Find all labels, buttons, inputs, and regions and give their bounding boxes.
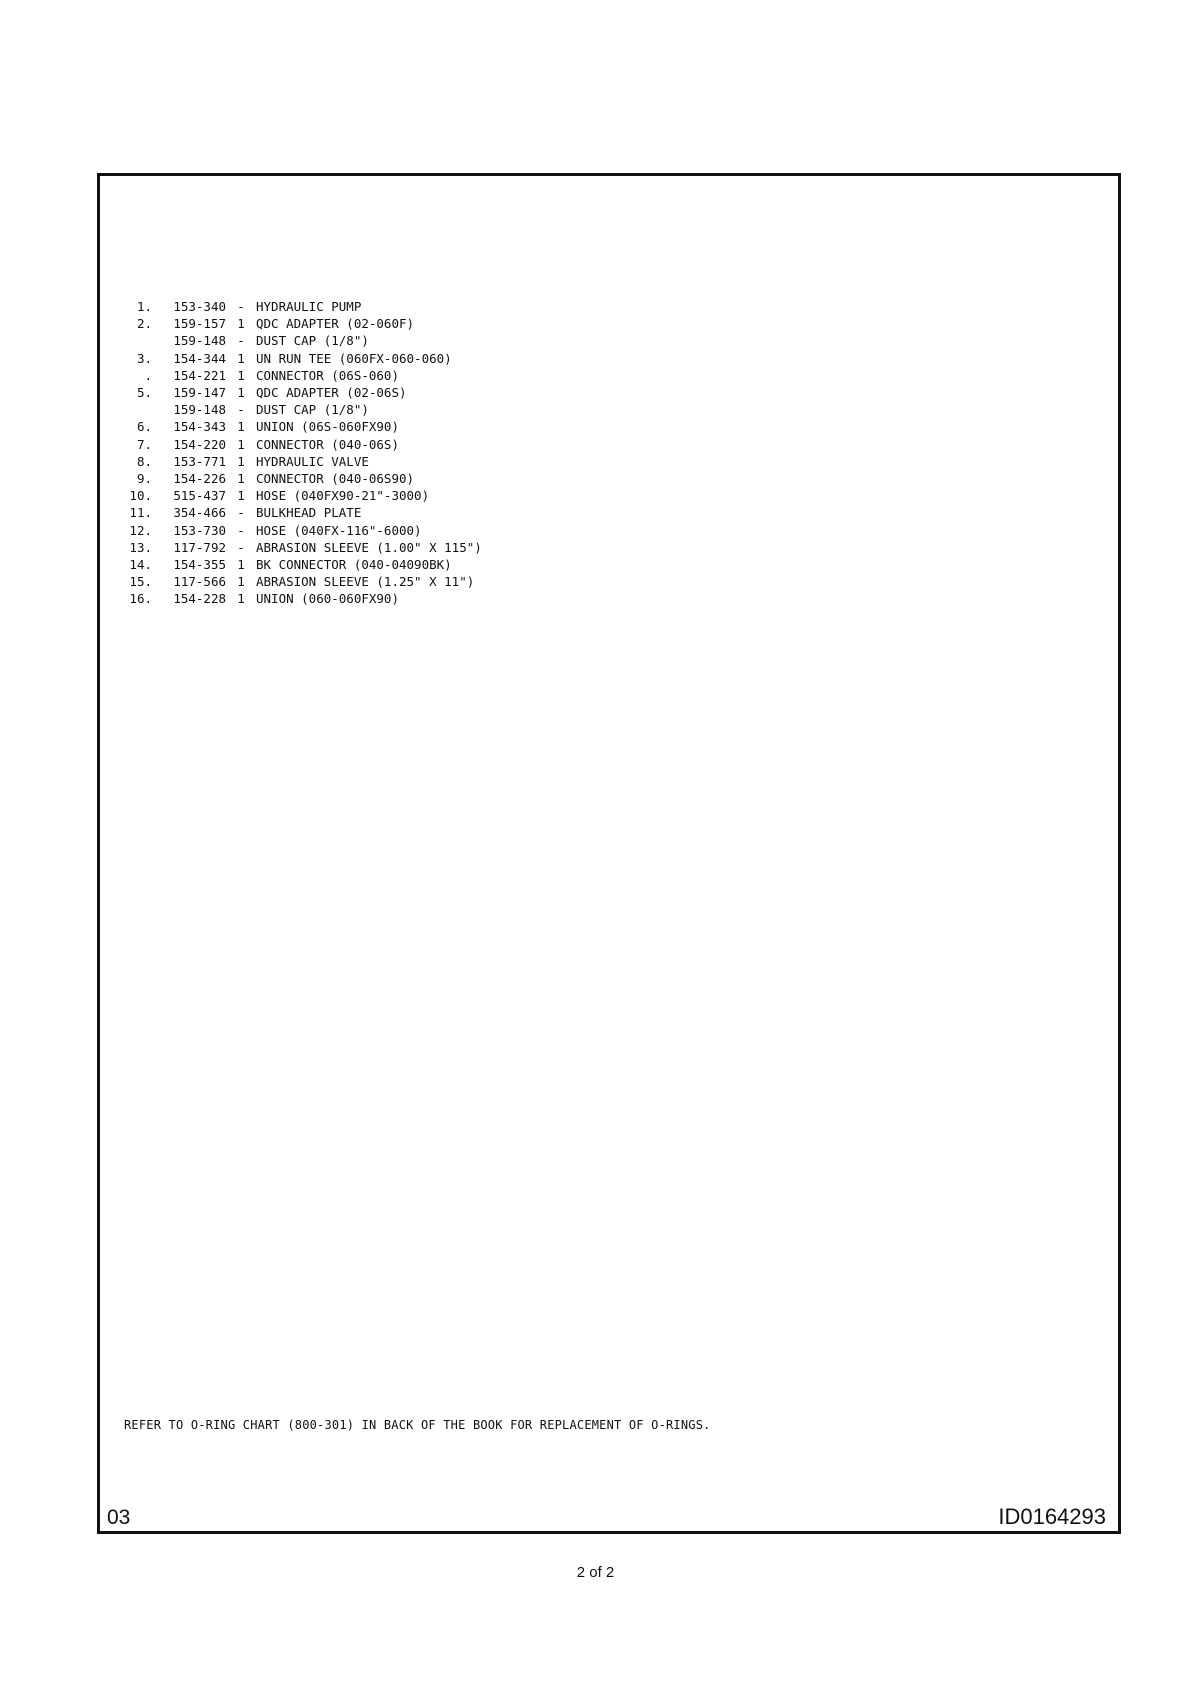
part-quantity: 1 <box>237 471 245 487</box>
part-item-number: . <box>144 367 152 383</box>
part-item-number: 13. <box>129 539 152 555</box>
part-quantity: - <box>237 522 245 538</box>
part-quantity: 1 <box>237 316 245 332</box>
part-number: 117-792 <box>173 539 226 555</box>
parts-list-row <box>122 384 482 401</box>
part-description: CONNECTOR (06S-060) <box>256 367 399 383</box>
part-item-number <box>122 401 152 418</box>
parts-list-row <box>122 470 482 487</box>
part-item-number: 10. <box>129 488 152 504</box>
part-number: 154-226 <box>173 471 226 487</box>
part-quantity: - <box>237 402 245 418</box>
parts-list-row <box>122 590 482 607</box>
part-quantity: 1 <box>237 453 245 469</box>
page-indicator: 2 of 2 <box>576 1564 615 1581</box>
part-description: ABRASION SLEEVE (1.00" X 115") <box>256 539 482 555</box>
part-quantity: - <box>237 299 245 314</box>
part-number: 154-228 <box>173 591 226 607</box>
part-description: BK CONNECTOR (040-04090BK) <box>256 557 452 573</box>
sheet-code: 03 <box>107 1506 131 1529</box>
part-description: DUST CAP (1/8") <box>256 402 369 418</box>
part-number: 154-221 <box>173 367 226 383</box>
part-number: 117-566 <box>173 574 226 590</box>
part-item-number: 14. <box>129 557 152 573</box>
parts-list-row <box>122 504 482 521</box>
part-description: DUST CAP (1/8") <box>256 333 369 349</box>
part-item-number: 12. <box>129 522 152 538</box>
parts-list-row <box>122 367 482 384</box>
parts-list-row <box>122 315 482 332</box>
part-number: 153-771 <box>173 453 226 469</box>
part-item-number: 15. <box>129 574 152 590</box>
part-quantity: 1 <box>237 385 245 401</box>
part-quantity: 1 <box>237 591 245 607</box>
part-number: 153-340 <box>173 299 226 314</box>
parts-list-row <box>122 350 482 367</box>
part-item-number: 1. <box>136 299 152 314</box>
part-description: CONNECTOR (040-06S90) <box>256 471 415 487</box>
part-item-number: 16. <box>129 591 152 607</box>
part-quantity: 1 <box>237 574 245 590</box>
part-quantity: - <box>237 333 245 349</box>
part-number: 154-343 <box>173 419 226 435</box>
part-quantity: 1 <box>237 557 245 573</box>
parts-list-row <box>122 522 482 539</box>
part-item-number: 2. <box>136 316 152 332</box>
drawing-frame <box>97 173 1121 1534</box>
parts-list-row <box>122 556 482 573</box>
part-description: CONNECTOR (040-06S) <box>256 436 399 452</box>
part-item-number: 7. <box>136 436 152 452</box>
part-description: QDC ADAPTER (02-060F) <box>256 316 415 332</box>
part-item-number <box>122 332 152 349</box>
part-description: HYDRAULIC VALVE <box>256 453 369 469</box>
parts-list-row <box>122 418 482 435</box>
part-number: 154-220 <box>173 436 226 452</box>
o-ring-note: REFER TO O-RING CHART (800-301) IN BACK OF THE BOOK FOR REPLACEMENT OF O-RINGS. <box>124 1418 711 1432</box>
part-number: 159-148 <box>173 402 226 418</box>
parts-list-row <box>122 401 482 418</box>
part-quantity: 1 <box>237 419 245 435</box>
parts-list-row <box>122 573 482 590</box>
parts-list-row <box>122 539 482 556</box>
part-number: 159-157 <box>173 316 226 332</box>
part-number: 515-437 <box>173 488 226 504</box>
part-quantity: - <box>237 505 245 521</box>
part-quantity: 1 <box>237 367 245 383</box>
parts-list-row <box>122 436 482 453</box>
part-number: 153-730 <box>173 522 226 538</box>
part-item-number: 5. <box>136 385 152 401</box>
part-number: 154-355 <box>173 557 226 573</box>
part-quantity: 1 <box>237 436 245 452</box>
parts-list-row <box>122 332 482 349</box>
parts-list-row <box>122 487 482 504</box>
part-number: 159-147 <box>173 385 226 401</box>
part-number: 354-466 <box>173 505 226 521</box>
parts-list-row <box>122 298 482 315</box>
part-description: BULKHEAD PLATE <box>256 505 362 521</box>
part-quantity: - <box>237 539 245 555</box>
part-description: HOSE (040FX90-21"-3000) <box>256 488 430 504</box>
part-description: UN RUN TEE (060FX-060-060) <box>256 350 452 366</box>
drawing-id: ID0164293 <box>998 1504 1106 1529</box>
part-number: 154-344 <box>173 350 226 366</box>
part-description: HYDRAULIC PUMP <box>256 299 362 314</box>
part-item-number: 11. <box>129 505 152 521</box>
part-number: 159-148 <box>173 333 226 349</box>
part-description: QDC ADAPTER (02-06S) <box>256 385 407 401</box>
parts-list-row <box>122 453 482 470</box>
part-description: UNION (06S-060FX90) <box>256 419 399 435</box>
part-description: ABRASION SLEEVE (1.25" X 11") <box>256 574 475 590</box>
part-item-number: 6. <box>136 419 152 435</box>
part-description: HOSE (040FX-116"-6000) <box>256 522 422 538</box>
part-description: UNION (060-060FX90) <box>256 591 399 607</box>
part-quantity: 1 <box>237 488 245 504</box>
parts-list <box>122 298 482 608</box>
part-item-number: 3. <box>136 350 152 366</box>
part-item-number: 8. <box>136 453 152 469</box>
part-item-number: 9. <box>136 471 152 487</box>
part-quantity: 1 <box>237 350 245 366</box>
